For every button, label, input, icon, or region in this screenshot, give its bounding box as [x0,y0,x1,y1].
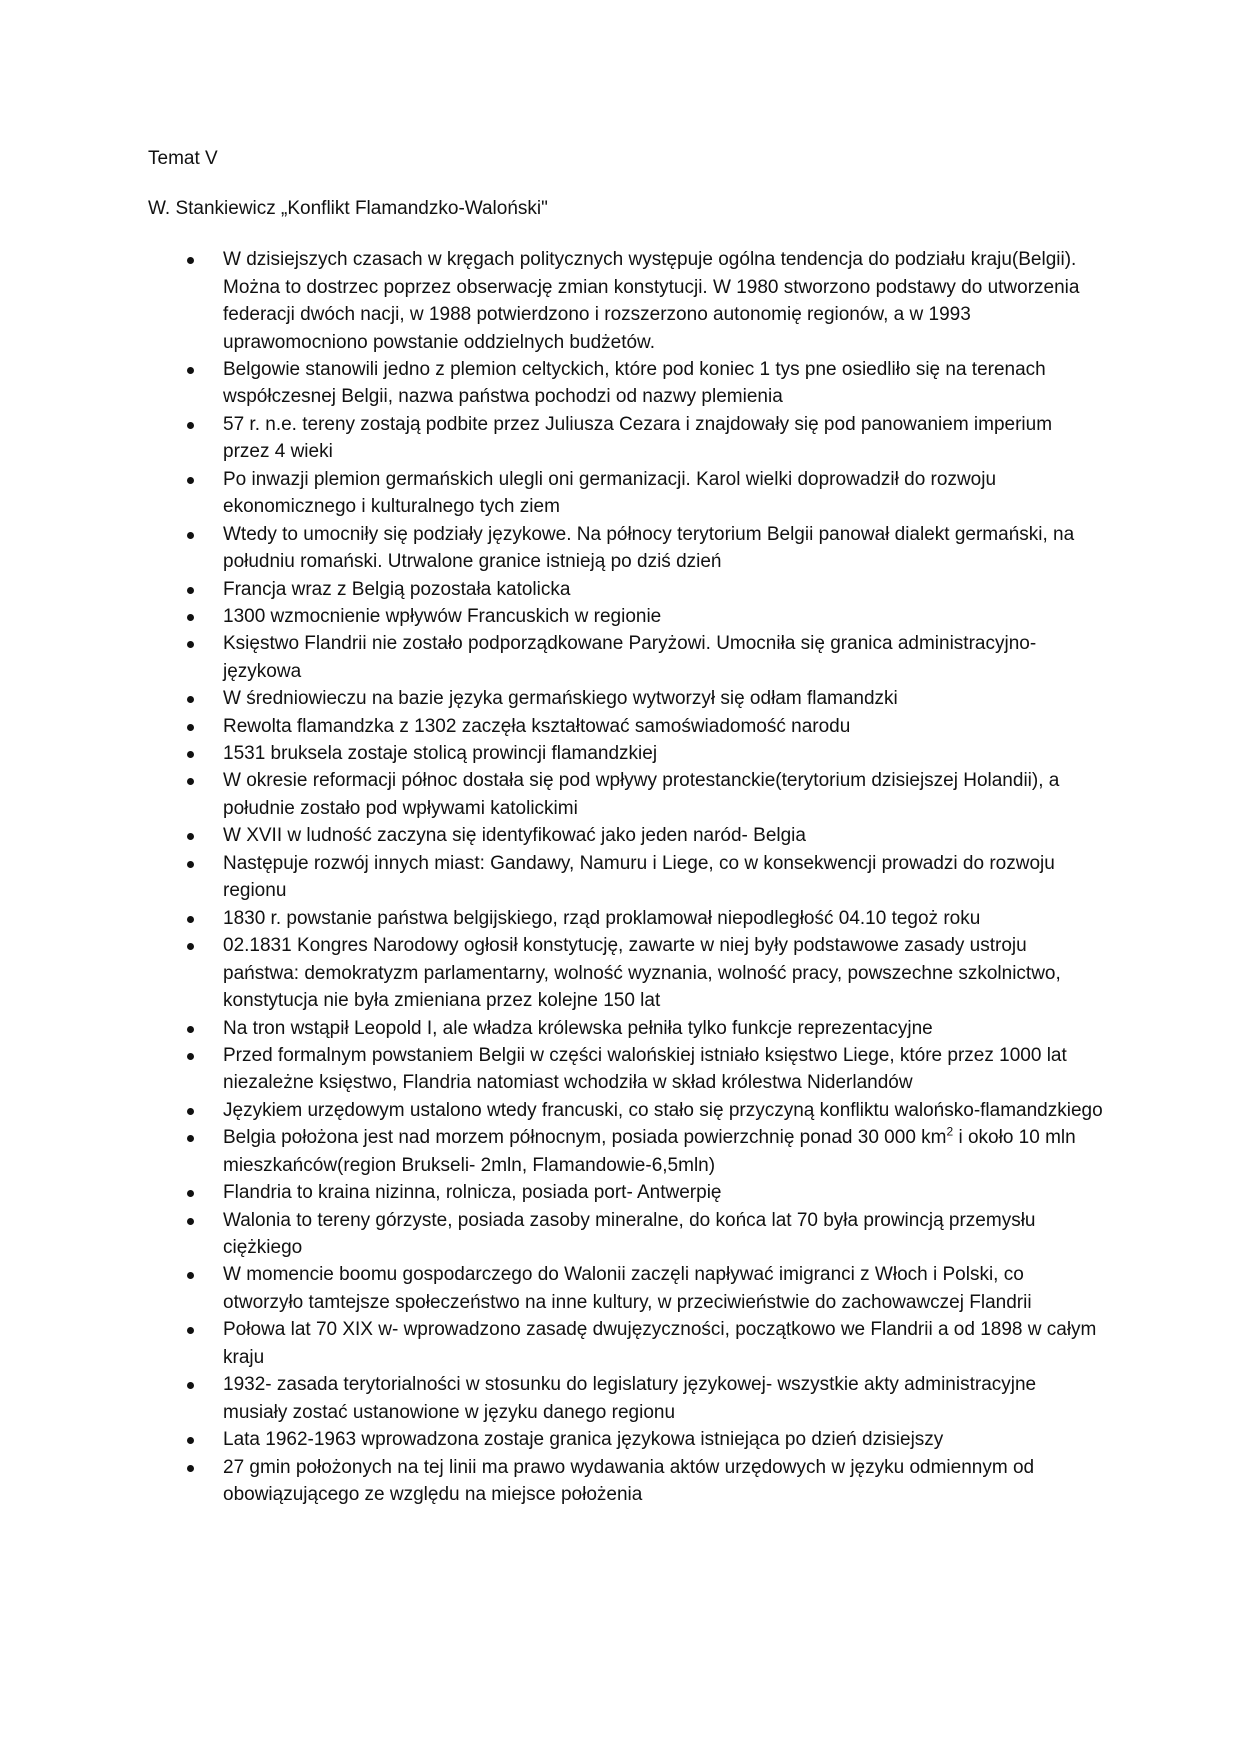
bullet-icon [187,1190,194,1197]
bullet-icon [187,532,194,539]
bullet-icon [187,696,194,703]
bullet-icon [187,943,194,950]
bullet-text: Językiem urzędowym ustalono wtedy francuski, co stało się przyczyną konfliktu walońsko-flamandzkiego [223,1099,1103,1121]
list-item [0,932,1103,1015]
bullet-icon [187,916,194,923]
bullet-text: Na tron wstąpił Leopold I, ale władza królewska pełniła tylko funkcje reprezentacyjne [223,1017,933,1039]
bullet-text: Lata 1962-1963 wprowadzona zostaje granica językowa istniejąca po dzień dzisiejszy [223,1429,944,1451]
list-item [0,1015,1103,1043]
bullet-text: 1932- zasada terytorialności w stosunku do legislatury językowej- wszystkie akty administracyjne musiały zostać ustanowione w języku danego regionu [223,1374,1037,1423]
bullet-icon [187,1108,194,1115]
bullet-icon [187,641,194,648]
list-item [0,740,1103,768]
list-item [0,603,1103,631]
list-item [0,411,1103,466]
bullet-icon [187,1218,194,1225]
list-item [0,630,1103,685]
bullet-text: 1531 bruksela zostaje stolicą prowincji flamandzkiej [223,743,658,765]
list-item [0,1179,1103,1207]
bullet-text: Flandria to kraina nizinna, rolnicza, posiada port- Antwerpię [223,1182,722,1204]
bullet-text: Francja wraz z Belgią pozostała katolicka [223,578,571,600]
bullet-icon [187,751,194,758]
list-item [0,1042,1103,1097]
bullet-text: Wtedy to umocniły się podziały językowe. Na północy terytorium Belgii panował dialekt germański, na południu romański. Utrwalone granice istnieją po dziś dzień [223,523,1075,573]
bullet-text: Przed formalnym powstaniem Belgii w części walońskiej istniało księstwo Liege, które przez 1000 lat niezależne księstwo, Flandria natomiast wchodziła w skład królestwa Niderlandów [223,1044,1067,1094]
list-item [0,356,1103,411]
bullet-text [223,1124,1103,1179]
bullet-text: W średniowieczu na bazie języka germańskiego wytworzył się odłam flamandzki [223,688,898,710]
bullet-text: W momencie boomu gospodarczego do Walonii zaczęli napływać imigranci z Włoch i Polski, co otworzyło tamtejsze społeczeństwo na inne kultury, w przeciwieństwie do zachowawczej Flandrii [223,1264,1032,1313]
document-subtitle: W. Stankiewicz „Konflikt Flamandzko-Waloński" [148,198,548,219]
bullet-icon [187,1272,194,1279]
list-item [0,466,1103,521]
bullet-text: 02.1831 Kongres Narodowy ogłosił konstytucję, zawarte w niej były podstawowe zasady ustroju państwa: demokratyzm parlamentarny, wolność wyznania, wolność pracy, powszechne szkolnictwo, konstytucja nie była zmieniana przez kolejne 150 lat [223,935,1061,1012]
list-item [0,1371,1103,1426]
list-item [0,713,1103,741]
list-item [0,1207,1103,1262]
list-item [0,1454,1103,1509]
bullet-text: Walonia to tereny górzyste, posiada zasoby mineralne, do końca lat 70 była prowincją przemysłu ciężkiego [223,1209,1036,1259]
bullet-text: W okresie reformacji północ dostała się pod wpływy protestanckie(terytorium dzisiejszej Holandii), a południe zostało pod wpływami katolickimi [223,770,1060,819]
bullet-text: 1830 r. powstanie państwa belgijskiego, rząd proklamował niepodległość 04.10 tegoż roku [223,907,981,929]
list-item [0,1316,1103,1371]
list-item [0,685,1103,713]
bullet-text: 27 gmin położonych na tej linii ma prawo wydawania aktów urzędowych w języku odmiennym od obowiązującego ze względu na miejsce położenia [223,1456,1035,1506]
bullet-icon [187,1327,194,1334]
bullet-icon [187,833,194,840]
superscript: 2 [946,1124,954,1139]
bullet-text: W XVII w ludność zaczyna się identyfikować jako jeden naród- Belgia [223,825,806,847]
bullet-icon [187,1135,194,1142]
bullet-text: Następuje rozwój innych miast: Gandawy, Namuru i Liege, co w konsekwencji prowadzi do rozwoju regionu [223,852,1055,902]
list-item [0,521,1103,576]
bullet-icon [187,1437,194,1444]
list-item [0,1124,1103,1179]
bullet-icon [187,257,194,264]
bullet-icon [187,1026,194,1033]
bullet-icon [187,614,194,621]
bullet-icon [187,1382,194,1389]
bullet-text: Po inwazji plemion germańskich ulegli oni germanizacji. Karol wielki doprowadził do rozwoju ekonomicznego i kulturalnego tych ziem [223,468,997,518]
bullet-text-after: i około 10 mln mieszkańców(region Brukseli- 2mln, Flamandowie-6,5mln) [223,1127,1076,1176]
list-item [0,905,1103,933]
bullet-icon [187,724,194,731]
bullet-text: Połowa lat 70 XIX w- wprowadzono zasadę dwujęzyczności, początkowo we Flandrii a od 1898 w całym kraju [223,1319,1097,1368]
list-item [0,767,1103,822]
list-item [0,822,1103,850]
bullet-text: 1300 wzmocnienie wpływów Francuskich w regionie [223,605,662,627]
bullet-icon [187,861,194,868]
bullet-text-before: Belgia położona jest nad morzem północnym, posiada powierzchnię ponad 30 000 km [223,1127,947,1149]
bullet-icon [187,367,194,374]
bullet-icon [187,477,194,484]
list-item [0,246,1103,356]
list-item [0,1426,1103,1454]
bullet-text: Rewolta flamandzka z 1302 zaczęła kształtować samoświadomość narodu [223,715,851,737]
bullet-icon [187,1053,194,1060]
bullet-text: Księstwo Flandrii nie zostało podporządkowane Paryżowi. Umocniła się granica administracyjno-językowa [223,633,1037,682]
list-item [0,1097,1103,1125]
list-item [0,850,1103,905]
bullet-icon [187,587,194,594]
bullet-list [0,246,1240,1508]
document-title: Temat V [148,148,218,169]
bullet-icon [187,1465,194,1472]
bullet-text: W dzisiejszych czasach w kręgach politycznych występuje ogólna tendencja do podziału kraju(Belgii). Można to dostrzec poprzez obserwację zmian konstytucji. W 1980 stworzono podstawy do utworzenia federacji dwóch nacji, w 1988 potwierdzono i rozszerzono autonomię regionów, a w 1993 uprawomocniono powstanie oddzielnych budżetów. [223,249,1080,353]
bullet-icon [187,778,194,785]
bullet-icon [187,422,194,429]
bullet-text: 57 r. n.e. tereny zostają podbite przez Juliusza Cezara i znajdowały się pod panowaniem imperium przez 4 wieki [223,413,1053,463]
bullet-text: Belgowie stanowili jedno z plemion celtyckich, które pod koniec 1 tys pne osiedliło się na terenach współczesnej Belgii, nazwa państwa pochodzi od nazwy plemienia [223,358,1046,408]
list-item [0,576,1103,604]
list-item [0,1261,1103,1316]
